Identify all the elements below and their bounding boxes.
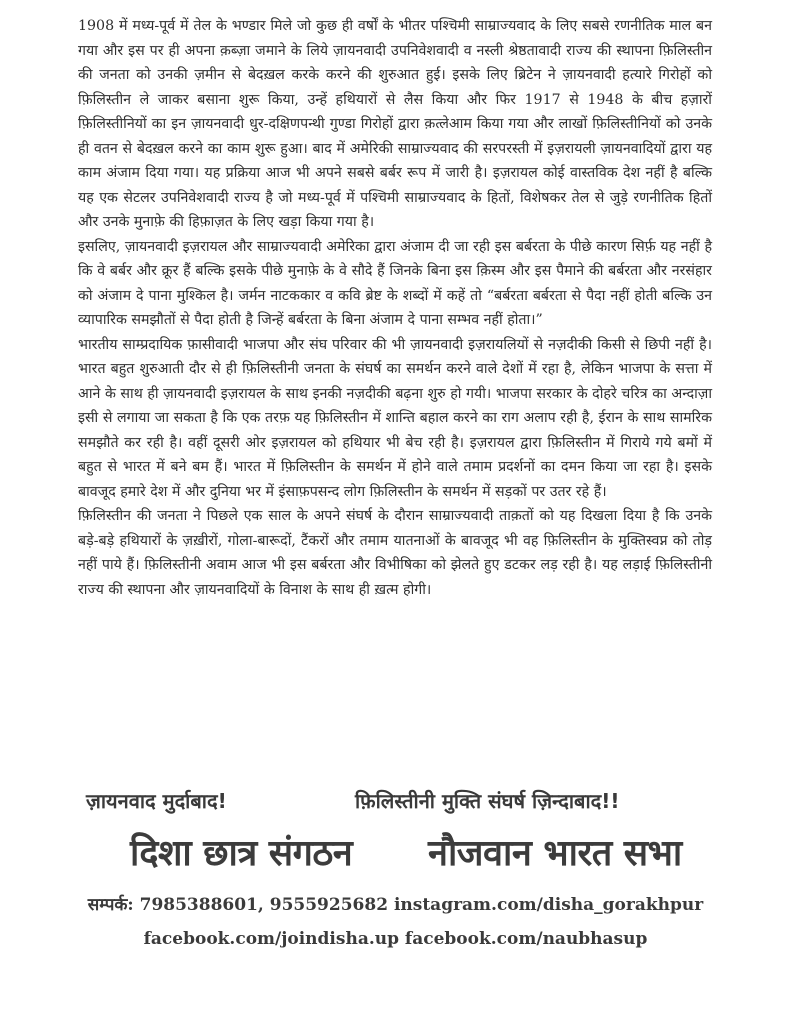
organization-right: नौजवान भारत सभा (428, 833, 682, 874)
paragraph-4: फ़िलिस्तीन की जनता ने पिछले एक साल के अपने संघर्ष के दौरान साम्राज्यवादी ताक़तों को यह दिखला दिया है कि उनके बड़े-बड़े हथियारों के ज़ख़ीरों, गोला-बारूदों, टैंकरों और तमाम यातनाओं के बावजूद भी वह फ़िलिस्तीन के मुक्तिस्वप्न को तोड़ नहीं पाये हैं। फ़िलिस्तीनी अवाम आज भी इस बर्बरता और विभीषिका को झेलते हुए डटकर लड़ रही है। यह लड़ाई फ़िलिस्तीनी राज्य की स्थापना और ज़ायनवादियों के विनाश के साथ ही ख़त्म होगी। (78, 508, 712, 598)
paragraph-1: 1908 में मध्य-पूर्व में तेल के भण्डार मिले जो कुछ ही वर्षों के भीतर पश्चिमी साम्राज्यवाद के लिए सबसे रणनीतिक माल बन गया और इस पर ही अपना क़ब्ज़ा जमाने के लिये ज़ायनवादी उपनिवेशवादी व नस्ली श्रेष्ठतावादी राज्य की स्थापना फ़िलिस्तीन की जनता को उनकी ज़मीन से बेदख़ल करके करने की शुरुआत हुई। इसके लिए ब्रिटेन ने ज़ायनवादी हत्यारे गिरोहों को फ़िलिस्तीन ले जाकर बसाना शुरू किया, उन्हें हथियारों से लैस किया और फिर 1917 से 1948 के बीच हज़ारों फ़िलिस्तीनियों का इन ज़ायनवादी धुर-दक्षिणपन्थी गुण्डा गिरोहों द्वारा क़त्लेआम किया गया और लाखों फ़िलिस्तीनियों को उनके ही वतन से बेदख़ल करने का काम शुरू हुआ। बाद में अमेरिकी साम्राज्यवाद की सरपरस्ती में इज़रायली ज़ायनवादियों द्वारा यह काम अंजाम दिया गया। यह प्रक्रिया आज भी अपने सबसे बर्बर रूप में जारी है। इज़रायल कोई वास्तविक देश नहीं है बल्कि यह एक सेटलर उपनिवेशवादी राज्य है जो मध्य-पूर्व में पश्चिमी साम्राज्यवाद के हितों, विशेषकर तेल से जुड़े रणनीतिक हितों और उनके मुनाफ़े की हिफ़ाज़त के लिए खड़ा किया गया है। (78, 18, 712, 230)
paragraph-3: भारतीय साम्प्रदायिक फ़ासीवादी भाजपा और संघ परिवार की भी ज़ायनवादी इज़रायलियों से नज़दीकी किसी से छिपी नहीं है। भारत बहुत शुरुआती दौर से ही फ़िलिस्तीनी जनता के संघर्ष का समर्थन करने वाले देशों में रहा है, लेकिन भाजपा के सत्ता में आने के साथ ही ज़ायनवादी इज़रायल के साथ इनकी नज़दीकी बढ़ना शुरु हो गयी। भाजपा सरकार के दोहरे चरित्र का अन्दाज़ा इसी से लगाया जा सकता है कि एक तरफ़ यह फ़िलिस्तीन में शान्ति बहाल करने का राग अलाप रही है, ईरान के साथ सामरिक समझौते कर रही है। वहीं दूसरी ओर इज़रायल को हथियार भी बेच रही है। इज़रायल द्वारा फ़िलिस्तीन में गिराये गये बमों में बहुत से भारत में बने बम हैं। भारत में फ़िलिस्तीन के समर्थन में होने वाले तमाम प्रदर्शनों का दमन किया जा रहा है। इसके बावजूद हमारे देश में और दुनिया भर में इंसाफ़पसन्द लोग फ़िलिस्तीन के समर्थन में सड़कों पर उतर रहे हैं। (78, 336, 712, 500)
slogans-row (0, 786, 791, 820)
paragraph-2: इसलिए, ज़ायनवादी इज़रायल और साम्राज्यवादी अमेरिका द्वारा अंजाम दी जा रही इस बर्बरता के पीछे कारण सिर्फ़ यह नहीं है कि वे बर्बर और क्रूर हैं बल्कि इसके पीछे मुनाफ़े के वे सौदे हैं जिनके बिना इस क़िस्म और इस पैमाने की बर्बरता और नरसंहार को अंजाम दे पाना मुश्किल है। जर्मन नाटककार व कवि ब्रेष्ट के शब्दों में कहें तो “बर्बरता बर्बरता से पैदा नहीं होती बल्कि उन व्यापारिक समझौतों से पैदा होती है जिन्हें बर्बरता के बिना अंजाम दे पाना सम्भव नहीं होता।” (78, 238, 712, 328)
article-body (78, 14, 712, 602)
contact-line-1: सम्पर्क: 7985388601, 9555925682 instagram.com/disha_gorakhpur (87, 895, 704, 915)
organizations-row (0, 826, 791, 886)
organization-left: दिशा छात्र संगठन (130, 833, 353, 874)
slogan-right: फ़िलिस्तीनी मुक्ति संघर्ष ज़िन्दाबाद!! (355, 789, 620, 813)
contact-line-2: facebook.com/joindisha.up facebook.com/naubhasup (143, 929, 648, 949)
slogan-left: ज़ायनवाद मुर्दाबाद! (86, 789, 227, 813)
